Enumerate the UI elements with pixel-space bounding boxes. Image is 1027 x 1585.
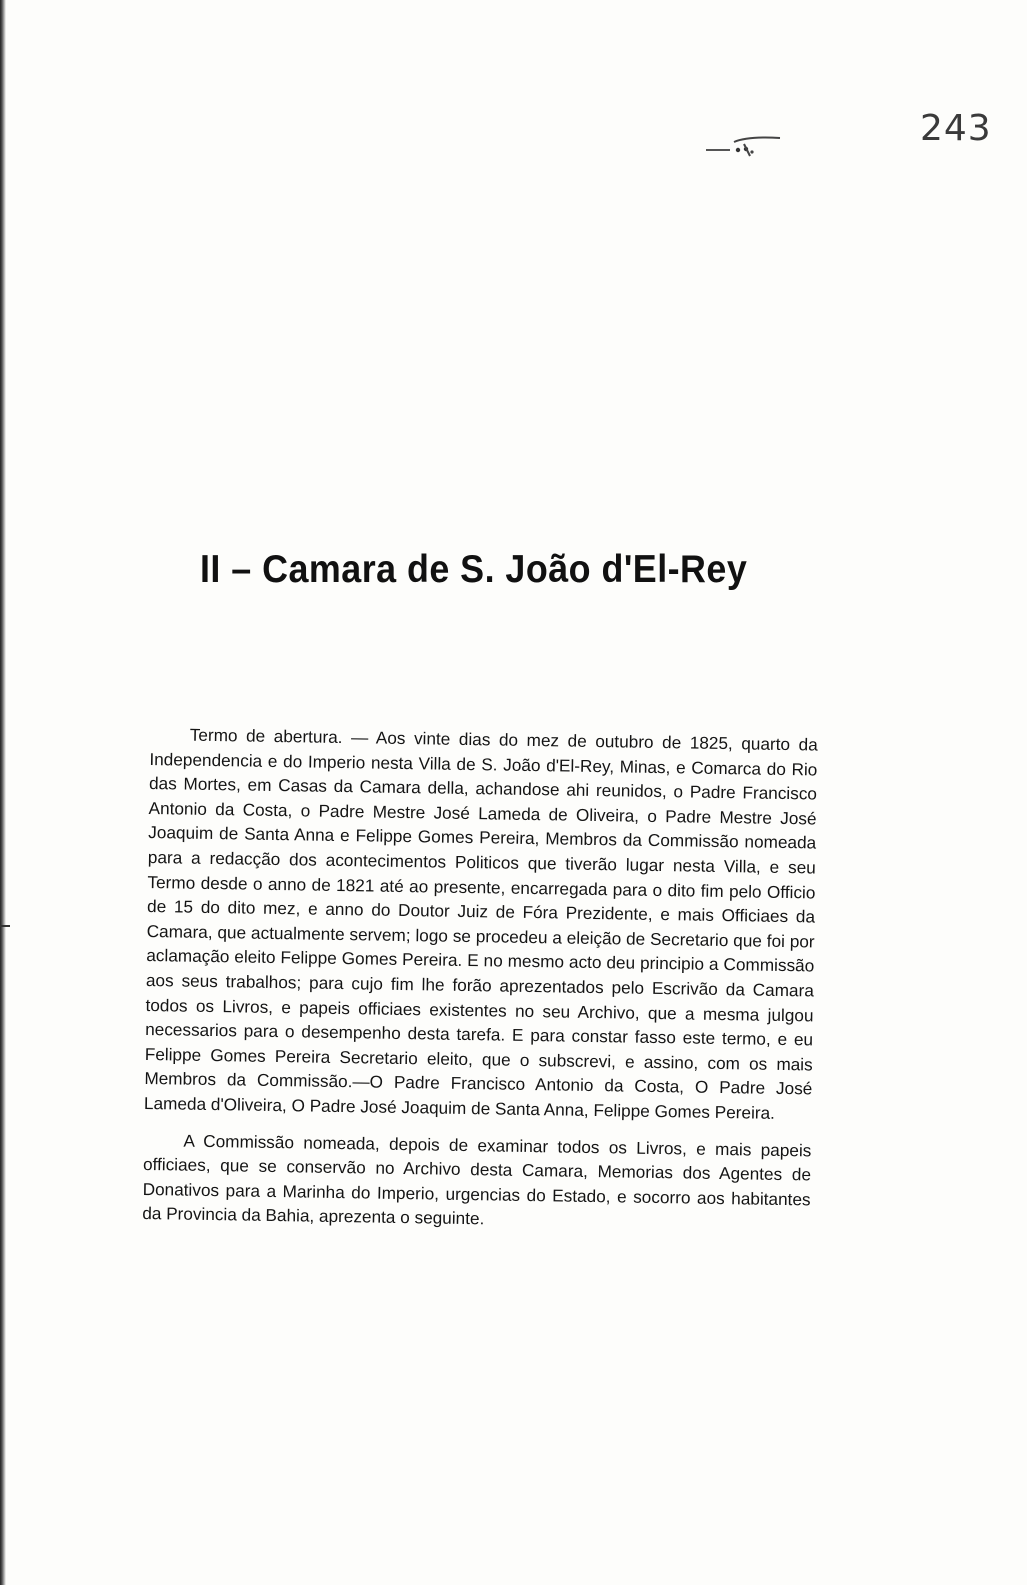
chapter-title: II – Camara de S. João d'El-Rey (200, 548, 748, 591)
scan-edge-shadow (0, 0, 6, 1585)
paragraph-opening-term: Termo de abertura. — Aos vinte dias do mez de outubro de 1825, quarto da Independencia e do Imperio nesta Villa de S. João d'El-Rey, Minas, e Comarca do Rio das Mortes, em Casas da Camara della, achandose ahi reunidos, o Padre Francisco Antonio da Costa, o Padre Mestre José Lameda de Oliveira, o Padre Mestre José Joaquim de Santa Anna e Felippe Gomes Pereira, Membros da Commissão nomeada para a redacção dos acontecimentos Politicos que tiverão lugar nesta Villa, e seu Termo desde o anno de 1821 até ao presente, encarregada para o dito fim pelo Officio de 15 do dito mez, e anno do Doutor Juiz de Fóra Prezidente, e mais Officiaes da Camara, que actualmente servem; logo se procedeu a eleição de Secretario que foi por aclamação eleito Felippe Gomes Pereira. E no mesmo acto deu principio a Commissão aos seus trabalhos; para cujo fim lhe forão aprezentados pelo Escrivão da Camara todos os Livros, e papeis officiaes existentes no seu Archivo, que a mesma julgou necessarios para o desempenho desta tarefa. E para constar fasso este termo, e eu Felippe Gomes Pereira Secretario eleito, que o subscrevi, e assino, com os mais Membros da Commissão.—O Padre Francisco Antonio da Costa, O Padre José Lameda d'Oliveira, O Padre José Joaquim de Santa Anna, Felippe Gomes Pereira. (143, 724, 818, 1123)
body-text (142, 722, 818, 1236)
ornament-mark (700, 130, 790, 160)
paragraph-commission-statement: A Commissão nomeada, depois de examinar todos os Livros, e mais papeis officiaes, que se conservão no Archivo desta Camara, Memorias dos Agentes de Donativos para a Marinha do Imperio, urgencias do Estado, e socorro aos habitantes da Provincia da Bahia, aprezenta o seguinte. (142, 1130, 812, 1229)
page-number: 243 (920, 108, 992, 149)
scan-edge-mark (0, 925, 10, 927)
